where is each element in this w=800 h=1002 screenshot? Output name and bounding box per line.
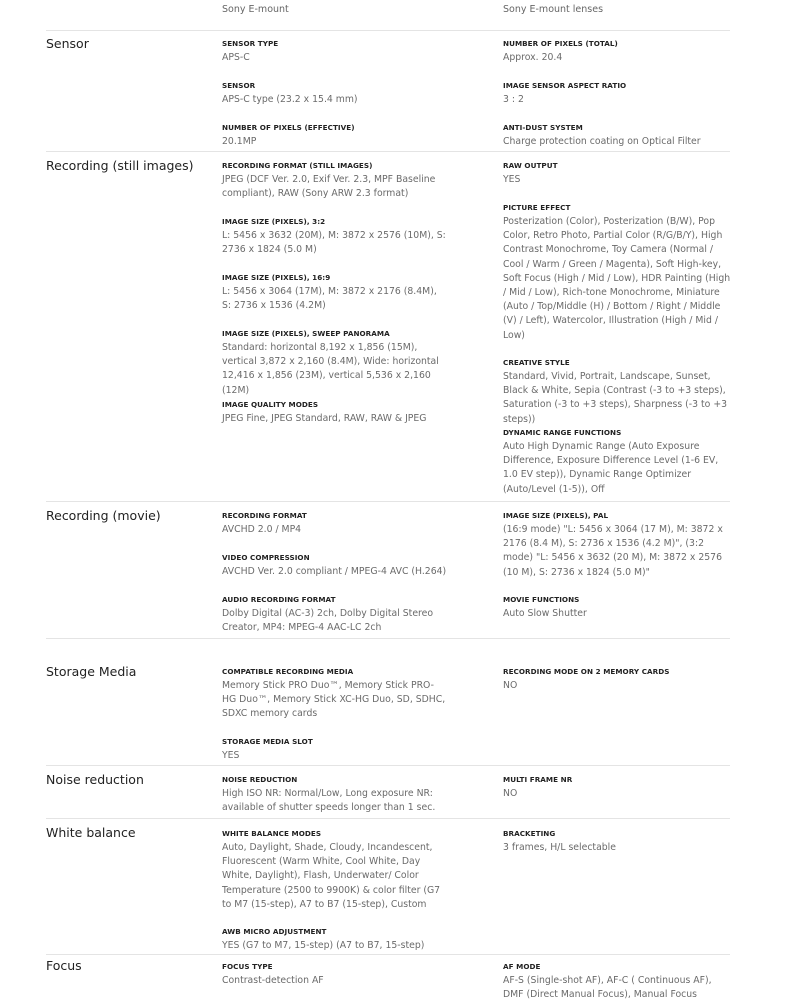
spec-label: FOCUS TYPE: [222, 962, 273, 971]
spec-recording-format-movie: [222, 511, 448, 537]
spec-value: JPEG Fine, JPEG Standard, RAW, RAW & JPEG: [222, 413, 427, 424]
section-title-noise: Noise reduction: [46, 772, 144, 787]
spec-value: Approx. 20.4: [503, 52, 563, 63]
section-title-storage: Storage Media: [46, 664, 137, 679]
spec-label: AUDIO RECORDING FORMAT: [222, 595, 336, 604]
spec-label: MOVIE FUNCTIONS: [503, 595, 580, 604]
section-title-focus: Focus: [46, 958, 82, 973]
spec-recording-mode-2-cards: [503, 667, 731, 693]
spec-value: Memory Stick PRO Duo™, Memory Stick PRO-HG Duo™, Memory Stick XC-HG Duo, SD, SDHC, SDXC memory cards: [222, 680, 446, 720]
spec-anti-dust: [503, 123, 731, 149]
spec-image-quality-modes: [222, 400, 448, 426]
spec-value: Standard, Vivid, Portrait, Landscape, Sunset, Black & White, Sepia (Contrast (-3 to +3 steps), Saturation (-3 to +3 steps), Sharpness (-3 to +3 steps)): [503, 371, 728, 425]
spec-value: Dolby Digital (AC-3) 2ch, Dolby Digital Stereo Creator, MP4: MPEG-4 AAC-LC 2ch: [222, 608, 434, 634]
spec-label: STORAGE MEDIA SLOT: [222, 737, 313, 746]
spec-label: IMAGE QUALITY MODES: [222, 400, 319, 409]
spec-label: WHITE BALANCE MODES: [222, 829, 322, 838]
spec-label: RECORDING FORMAT: [222, 511, 307, 520]
spec-value: YES: [503, 174, 521, 185]
spec-sensor: [222, 81, 448, 107]
section-title-movie: Recording (movie): [46, 508, 161, 523]
spec-label: IMAGE SIZE (PIXELS), 3:2: [222, 217, 326, 226]
spec-value: AF-S (Single-shot AF), AF-C ( Continuous AF), DMF (Direct Manual Focus), Manual Focus: [503, 975, 712, 1001]
spec-value: Auto, Daylight, Shade, Cloudy, Incandescent, Fluorescent (Warm White, Cool White, Day White, Daylight), Flash, Underwater/ Color Temperature (2500 to 9900K) & color filter (G7 to M7 (15-step), A7 to B7 (15-step), Custom: [222, 842, 441, 910]
spec-value: Contrast-detection AF: [222, 975, 324, 986]
spec-video-compression: [222, 553, 448, 579]
divider: [46, 765, 730, 766]
spec-storage-slot: [222, 737, 448, 763]
spec-label: DYNAMIC RANGE FUNCTIONS: [503, 428, 622, 437]
spec-label: COMPATIBLE RECORDING MEDIA: [222, 667, 354, 676]
spec-label: AWB MICRO ADJUSTMENT: [222, 927, 327, 936]
spec-label: MULTI FRAME NR: [503, 775, 573, 784]
spec-label: IMAGE SENSOR ASPECT RATIO: [503, 81, 627, 90]
spec-raw-output: [503, 161, 731, 187]
spec-value: APS-C: [222, 52, 250, 63]
spec-value: Auto High Dynamic Range (Auto Exposure Difference, Exposure Difference Level (1-6 EV, 1.0 EV step)), Dynamic Range Optimizer (Auto/Level (1-5)), Off: [503, 441, 719, 495]
spec-label: RECORDING MODE ON 2 MEMORY CARDS: [503, 667, 670, 676]
spec-compatible-media: [222, 667, 448, 722]
spec-value: High ISO NR: Normal/Low, Long exposure NR: available of shutter speeds longer than 1 sec.: [222, 788, 436, 814]
divider: [46, 151, 730, 152]
section-title-wb: White balance: [46, 825, 136, 840]
spec-label: ANTI-DUST SYSTEM: [503, 123, 583, 132]
spec-movie-functions: [503, 595, 731, 621]
spec-label: IMAGE SIZE (PIXELS), 16:9: [222, 273, 331, 282]
divider: [46, 954, 730, 955]
spec-label: SENSOR: [222, 81, 256, 90]
spec-label: IMAGE SIZE (PIXELS), SWEEP PANORAMA: [222, 329, 390, 338]
spec-picture-effect: [503, 203, 731, 343]
spec-creative-style: [503, 358, 731, 427]
spec-value: 3 : 2: [503, 94, 524, 105]
spec-value: APS-C type (23.2 x 15.4 mm): [222, 94, 358, 105]
spec-wb-modes: [222, 829, 448, 912]
spec-sweep-panorama: [222, 329, 448, 398]
spec-aspect-ratio: [503, 81, 731, 107]
spec-value: Standard: horizontal 8,192 x 1,856 (15M), vertical 3,872 x 2,160 (8.4M), Wide: horizontal 12,416 x 1,856 (23M), vertical 5,536 x 2,160 (12M): [222, 342, 439, 396]
spec-value: NO: [503, 788, 518, 799]
top-lenses-value: Sony E-mount lenses: [503, 4, 604, 15]
spec-value: Charge protection coating on Optical Filter: [503, 136, 701, 147]
spec-value: YES: [222, 750, 240, 761]
spec-noise-reduction: [222, 775, 448, 815]
spec-pixels-total: [503, 39, 731, 65]
spec-value: 20.1MP: [222, 136, 257, 147]
spec-value: JPEG (DCF Ver. 2.0, Exif Ver. 2.3, MPF Baseline compliant), RAW (Sony ARW 2.3 format): [222, 174, 436, 200]
spec-value: 3 frames, H/L selectable: [503, 842, 616, 853]
spec-value: Auto Slow Shutter: [503, 608, 587, 619]
spec-label: RAW OUTPUT: [503, 161, 558, 170]
divider: [46, 638, 730, 639]
section-title-still: Recording (still images): [46, 158, 194, 173]
spec-label: NOISE REDUCTION: [222, 775, 298, 784]
spec-pixels-effective: [222, 123, 448, 149]
spec-label: RECORDING FORMAT (STILL IMAGES): [222, 161, 373, 170]
spec-label: CREATIVE STYLE: [503, 358, 570, 367]
spec-label: NUMBER OF PIXELS (EFFECTIVE): [222, 123, 355, 132]
spec-value: NO: [503, 680, 518, 691]
divider: [46, 501, 730, 502]
spec-recording-format-still: [222, 161, 448, 201]
spec-label: BRACKETING: [503, 829, 556, 838]
spec-af-mode: [503, 962, 731, 1002]
spec-value: YES (G7 to M7, 15-step) (A7 to B7, 15-step): [222, 940, 425, 951]
spec-label: SENSOR TYPE: [222, 39, 279, 48]
top-mount-value: Sony E-mount: [222, 4, 289, 15]
spec-audio-recording-format: [222, 595, 448, 635]
spec-value: Posterization (Color), Posterization (B/W), Pop Color, Retro Photo, Partial Color (R/G/B/Y), High Contrast Monochrome, Toy Camera (Normal / Cool / Warm / Green / Magenta), Soft High-key, Soft Focus (High / Mid / Low), HDR Painting (High / Mid / Low), Rich-tone Monochrome, Miniature (Auto / Top/Middle (H) / Bottom / Right / Middle (V) / Left), Watercolor, Illustration (High / Mid / Low): [503, 216, 731, 341]
spec-label: AF MODE: [503, 962, 541, 971]
divider: [46, 30, 730, 31]
spec-sensor-type: [222, 39, 448, 65]
divider: [46, 818, 730, 819]
spec-multi-frame-nr: [503, 775, 731, 801]
spec-label: VIDEO COMPRESSION: [222, 553, 310, 562]
spec-image-size-3-2: [222, 217, 448, 257]
spec-label: NUMBER OF PIXELS (TOTAL): [503, 39, 618, 48]
spec-value: L: 5456 x 3632 (20M), M: 3872 x 2576 (10M), S: 2736 x 1824 (5.0 M): [222, 230, 446, 256]
spec-awb-micro: [222, 927, 448, 953]
spec-bracketing: [503, 829, 731, 855]
spec-value: AVCHD 2.0 / MP4: [222, 524, 302, 535]
spec-image-size-16-9: [222, 273, 448, 313]
spec-value: L: 5456 x 3064 (17M), M: 3872 x 2176 (8.4M), S: 2736 x 1536 (4.2M): [222, 286, 437, 312]
spec-image-size-pal: [503, 511, 731, 580]
spec-focus-type: [222, 962, 448, 988]
spec-value: (16:9 mode) "L: 5456 x 3064 (17 M), M: 3872 x 2176 (8.4 M), S: 2736 x 1536 (4.2 M)", (3:2 mode) "L: 5456 x 3632 (20 M), M: 3872 x 2576 (10 M), S: 2736 x 1824 (5.0 M)": [503, 524, 723, 578]
spec-value: AVCHD Ver. 2.0 compliant / MPEG-4 AVC (H.264): [222, 566, 447, 577]
spec-dynamic-range: [503, 428, 731, 497]
section-title-sensor: Sensor: [46, 36, 89, 51]
spec-label: PICTURE EFFECT: [503, 203, 571, 212]
spec-label: IMAGE SIZE (PIXELS), PAL: [503, 511, 609, 520]
